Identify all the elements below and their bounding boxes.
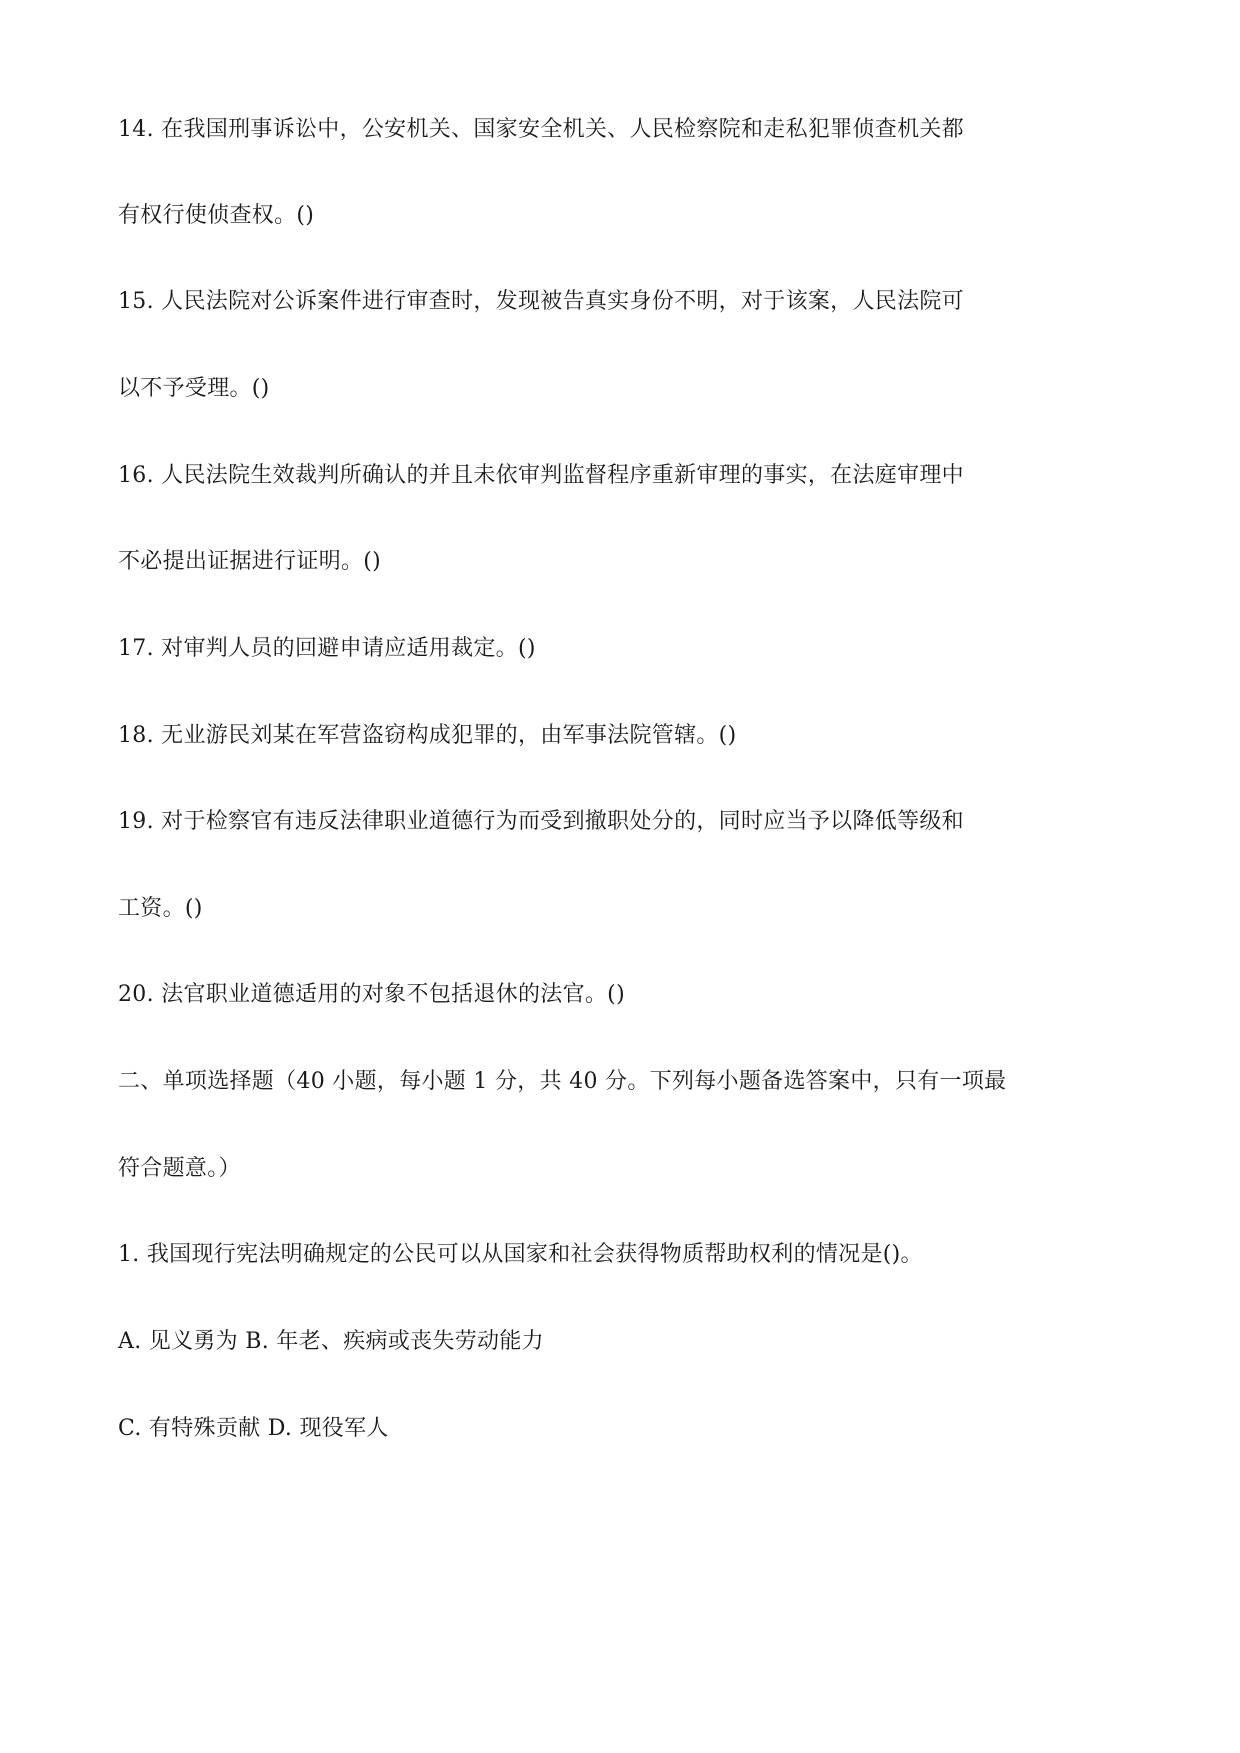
text-line: 19. 对于检察官有违反法律职业道德行为而受到撤职处分的，同时应当予以降低等级和 [118, 809, 964, 834]
text-line: 不必提出证据进行证明。() [118, 549, 382, 574]
option-line: A. 见义勇为 B. 年老、疾病或丧失劳动能力 [118, 1329, 544, 1354]
text-line: 工资。() [118, 896, 203, 921]
text-line: 以不予受理。() [118, 376, 270, 401]
text-line: 有权行使侦查权。() [118, 203, 315, 228]
text-line: 15. 人民法院对公诉案件进行审查时，发现被告真实身份不明，对于该案，人民法院可 [118, 289, 964, 314]
text-line: 17. 对审判人员的回避申请应适用裁定。() [118, 636, 536, 661]
text-line: 20. 法官职业道德适用的对象不包括退休的法官。() [118, 982, 625, 1007]
text-line: 16. 人民法院生效裁判所确认的并且未依审判监督程序重新审理的事实，在法庭审理中 [118, 463, 964, 488]
text-line: 符合题意。） [118, 1156, 241, 1181]
text-line: 14. 在我国刑事诉讼中，公安机关、国家安全机关、人民检察院和走私犯罪侦查机关都 [118, 117, 964, 142]
question-line: 1. 我国现行宪法明确规定的公民可以从国家和社会获得物质帮助权利的情况是()。 [118, 1242, 923, 1267]
text-line: 18. 无业游民刘某在军营盗窃构成犯罪的，由军事法院管辖。() [118, 723, 737, 748]
section-heading: 二、单项选择题（40 小题，每小题 1 分，共 40 分。下列每小题备选答案中，只有一项最 [118, 1069, 1007, 1094]
option-line: C. 有特殊贡献 D. 现役军人 [118, 1416, 389, 1441]
